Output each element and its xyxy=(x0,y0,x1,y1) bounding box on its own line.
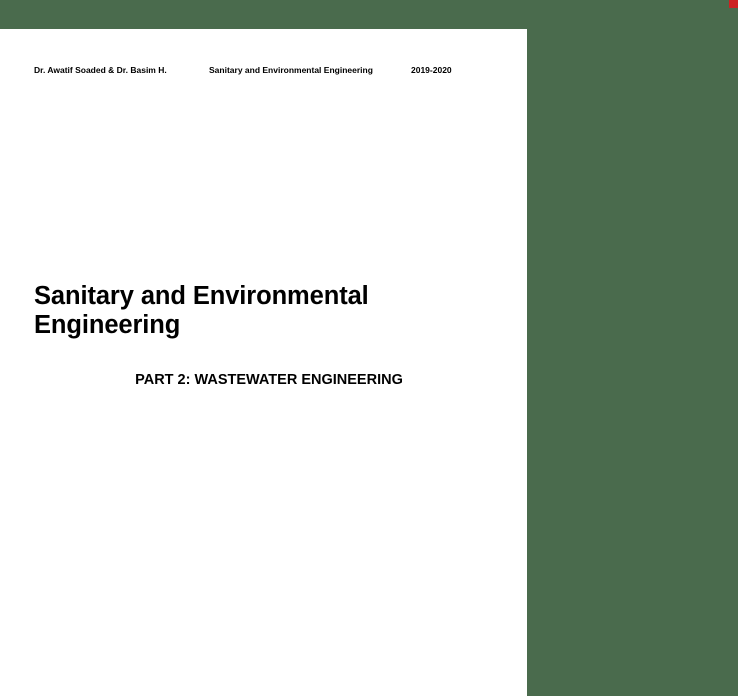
page-subtitle: PART 2: WASTEWATER ENGINEERING xyxy=(135,372,403,388)
document-page xyxy=(0,29,527,696)
page-title: Sanitary and Environmental Engineering xyxy=(34,282,369,339)
page-header xyxy=(34,65,494,79)
red-marker-indicator xyxy=(729,0,738,8)
header-authors: Dr. Awatif Soaded & Dr. Basim H. xyxy=(34,65,167,75)
header-course-title: Sanitary and Environmental Engineering xyxy=(209,65,373,75)
header-academic-year: 2019-2020 xyxy=(411,65,452,75)
